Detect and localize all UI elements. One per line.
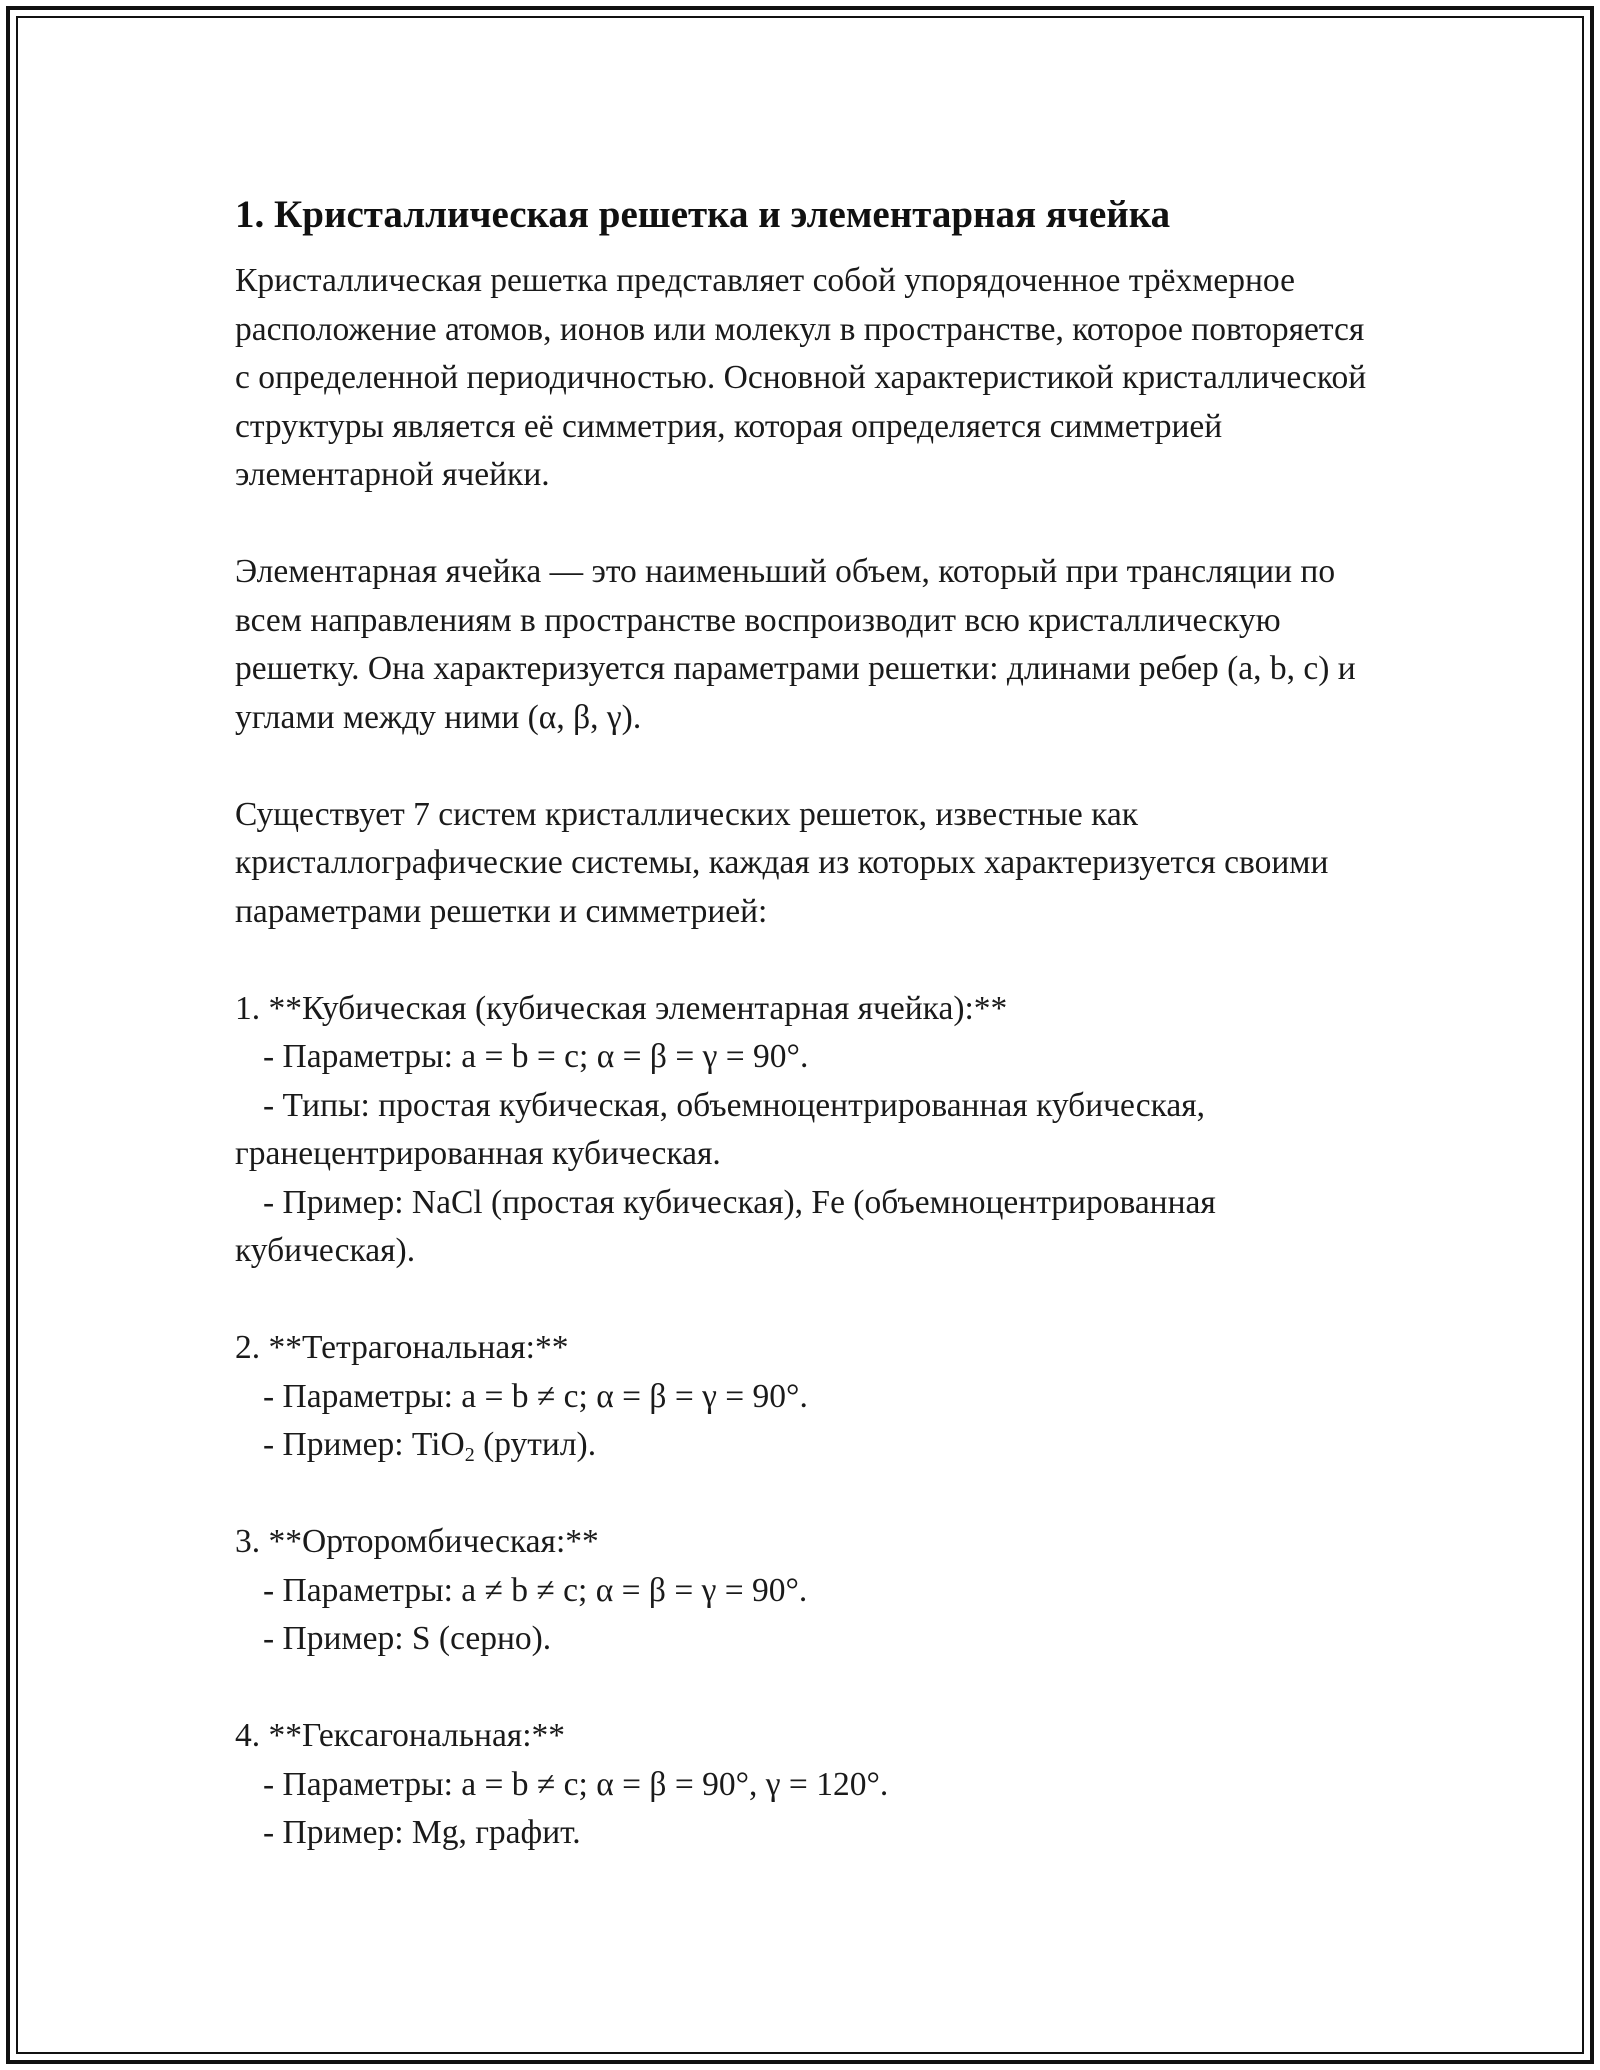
system-params: - Параметры: a ≠ b ≠ c; α = β = γ = 90°.: [263, 1571, 808, 1609]
list-item-tetragonal: [235, 1324, 1375, 1470]
system-example: - Пример: S (серно).: [263, 1620, 552, 1657]
list-item-cubic: [235, 985, 1375, 1276]
system-title: 3. **Орторомбическая:**: [235, 1523, 599, 1560]
subscript: 2: [464, 1444, 475, 1466]
section-heading: 1. Кристаллическая решетка и элементарная ячейка: [235, 193, 1171, 236]
spacer: [235, 500, 1375, 549]
spacer: [235, 742, 1375, 791]
spacer: [235, 1276, 1375, 1325]
list-item-orthorhombic: [235, 1518, 1375, 1664]
example-prefix: - Пример: TiO: [263, 1426, 465, 1463]
system-example: - Пример: Mg, графит.: [263, 1814, 581, 1851]
paragraph-unit-cell: Элементарная ячейка — это наименьший объем, который при трансляции по всем направлениям в пространстве воспроизводит всю кристаллическую решетку. Она характеризуется параметрами решетки: длинами ребер (a, b, c) и углами между ними (α, β, γ).: [235, 553, 1356, 736]
list-item-hexagonal: [235, 1712, 1375, 1858]
system-example: - Пример: NaCl (простая кубическая), Fe (объемноцентрированная кубическая).: [235, 1183, 1225, 1269]
spacer: [235, 1470, 1375, 1519]
paragraph-systems-intro: Существует 7 систем кристаллических решеток, известные как кристаллографические системы, каждая из которых характеризуется своими параметрами решетки и симметрией:: [235, 795, 1329, 930]
system-params: - Параметры: a = b ≠ c; α = β = 90°, γ = 120°.: [263, 1765, 889, 1803]
system-title: 4. **Гексагональная:**: [235, 1717, 566, 1754]
system-title: 1. **Кубическая (кубическая элементарная ячейка):**: [235, 989, 1008, 1027]
system-params: - Параметры: a = b ≠ c; α = β = γ = 90°.: [263, 1377, 808, 1415]
system-types: - Типы: простая кубическая, объемноцентрированная кубическая, гранецентрированная кубическая.: [235, 1086, 1214, 1172]
example-suffix: (рутил).: [474, 1426, 597, 1463]
paragraph-lattice: Кристаллическая решетка представляет собой упорядоченное трёхмерное расположение атомов, ионов или молекул в пространстве, которое повторяется с определенной периодичностью. Основной характеристикой кристаллической структуры является её симметрия, которая определяется симметрией элементарной ячейки.: [235, 262, 1367, 493]
system-title: 2. **Тетрагональная:**: [235, 1329, 569, 1366]
system-example: [235, 1421, 1375, 1470]
document-body: [235, 183, 1375, 1858]
system-params: - Параметры: a = b = c; α = β = γ = 90°.: [263, 1038, 809, 1075]
spacer: [235, 936, 1375, 985]
spacer: [235, 1664, 1375, 1713]
